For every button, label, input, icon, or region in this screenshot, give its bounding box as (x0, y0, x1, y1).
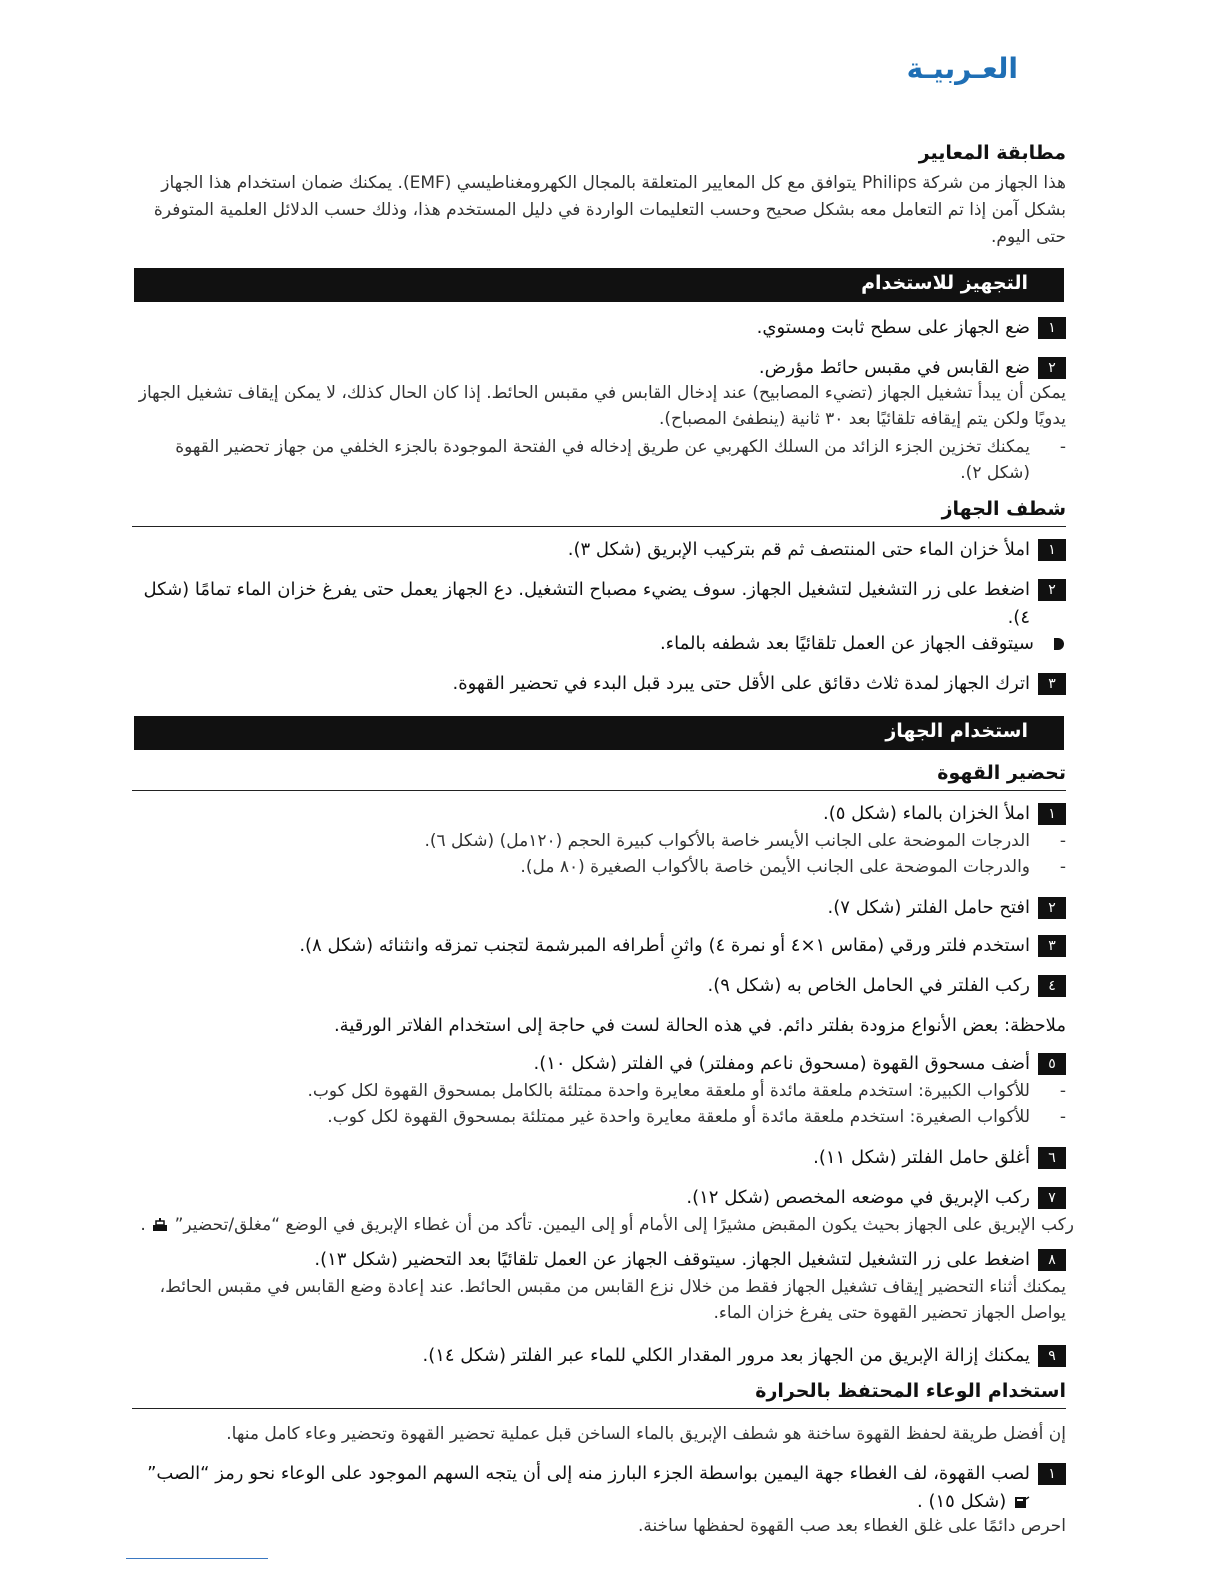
prep-step-2: ٢ ضع القابس في مقبس حائط مؤرض. (132, 354, 1066, 382)
flush-title: شطف الجهاز (941, 498, 1066, 520)
use-rule (132, 790, 1066, 791)
compliance-title: مطابقة المعايير (918, 142, 1066, 164)
use-step-4: ٤ ركب الفلتر في الحامل الخاص به (شكل ٩). (132, 972, 1066, 1000)
step-number: ٥ (1038, 1053, 1066, 1075)
use-step-2: ٢ افتح حامل الفلتر (شكل ٧). (132, 894, 1066, 922)
use-step-1: ١ املأ الخزان بالماء (شكل ٥). (132, 800, 1066, 828)
step-number: ١ (1038, 1463, 1066, 1485)
thermo-rule (132, 1408, 1066, 1409)
use-section-bar (134, 716, 1064, 750)
use-step-9: ٩ يمكنك إزالة الإبريق من الجهاز بعد مرور المقدار الكلي للماء عبر الفلتر (شكل ١٤). (132, 1342, 1066, 1370)
use-section-title: استخدام الجهاز (885, 720, 1028, 742)
prep-step-2-text: يمكن أن يبدأ تشغيل الجهاز (تضيء المصابيح) عند إدخال القابس في مقبس الحائط. إذا كان الحال كذلك، لا يمكن إيقاف تشغيل الجهاز يدويًا ولكن يتم إيقافه تلقائيًا بعد ٣٠ ثانية (ينطفئ المصباح). (138, 383, 1066, 429)
use-step-1-dash-2: - والدرجات الموضحة على الجانب الأيمن خاصة بالأكواب الصغيرة (٨٠ مل). (130, 854, 1030, 880)
language-label: العـربيـة (906, 52, 1018, 85)
step-number: ٤ (1038, 975, 1066, 997)
dash-marker: - (1059, 857, 1066, 877)
use-step-8-text: يمكنك أثناء التحضير إيقاف تشغيل الجهاز فقط من خلال نزع القابس من مقبس الحائط. عند إعادة وضع القابس في مقبس الحائط، يواصل الجهاز تحضير القهوة حتى يفرغ خزان الماء. (159, 1277, 1066, 1323)
dash-marker: - (1059, 1107, 1066, 1127)
thermo-title: استخدام الوعاء المحتفظ بالحرارة (755, 1380, 1066, 1402)
use-step-3: ٣ استخدم فلتر ورقي (مقاس ١×٤ أو نمرة ٤) واثنِ أطرافه المبرشمة لتجنب تمزقه وانثنائه (شكل ٨). (132, 932, 1066, 960)
use-step-7-text: ركب الإبريق على الجهاز بحيث يكون المقبض مشيرًا إلى الأمام أو إلى اليمين. تأكد من أن غطاء الإبريق في الوضع “مغلق/تحضير” . (140, 1215, 1074, 1235)
step-number: ٢ (1038, 897, 1066, 919)
use-step-6: ٦ أغلق حامل الفلتر (شكل ١١). (132, 1144, 1066, 1172)
thermo-step-1: ١ لصب القهوة، لف الغطاء جهة اليمين بواسطة الجزء البارز منه إلى أن يتجه السهم الموجود على الوعاء نحو رمز “الصب” (132, 1460, 1066, 1488)
footnote-rule (126, 1558, 268, 1559)
step-number: ٧ (1038, 1187, 1066, 1209)
use-step-1-dash-1: - الدرجات الموضحة على الجانب الأيسر خاصة بالأكواب كبيرة الحجم (١٢٠مل) (شكل ٦). (130, 828, 1030, 854)
flush-rule (132, 526, 1066, 527)
dash-marker: - (1059, 1081, 1066, 1101)
use-subtitle: تحضير القهوة (937, 762, 1066, 784)
step-number: ٨ (1038, 1249, 1066, 1271)
dash-marker: - (1059, 831, 1066, 851)
pour-icon (1012, 1495, 1030, 1509)
use-step-7: ٧ ركب الإبريق في موضعه المخصص (شكل ١٢). (132, 1184, 1066, 1212)
use-step-5: ٥ أضف مسحوق القهوة (مسحوق ناعم ومفلتر) في الفلتر (شكل ١٠). (132, 1050, 1066, 1078)
use-step-8: ٨ اضغط على زر التشغيل لتشغيل الجهاز. سيتوقف الجهاز عن العمل تلقائيًا بعد التحضير (شكل ١٣). (132, 1246, 1066, 1274)
prep-step-1: ١ ضع الجهاز على سطح ثابت ومستوي. (132, 314, 1066, 342)
step-number: ٢ (1038, 357, 1066, 379)
flush-bullet: سيتوقف الجهاز عن العمل تلقائيًا بعد شطفه بالماء. (134, 630, 1034, 658)
prep-section-title: التجهيز للاستخدام (861, 272, 1028, 294)
use-step-5-dash-2: - للأكواب الصغيرة: استخدم ملعقة مائدة أو ملعقة معايرة واحدة غير ممتلئة بمسحوق القهوة لكل كوب. (130, 1104, 1030, 1130)
flush-step-3: ٣ اترك الجهاز لمدة ثلاث دقائق على الأقل حتى يبرد قبل البدء في تحضير القهوة. (132, 670, 1066, 698)
prep-step-2-dash: - يمكنك تخزين الجزء الزائد من السلك الكهربي عن طريق إدخاله في الفتحة الموجودة بالجزء الخلفي من جهاز تحضير القهوة (شكل ٢). (130, 434, 1030, 486)
flush-step-1: ١ املأ خزان الماء حتى المنتصف ثم قم بتركيب الإبريق (شكل ٣). (132, 536, 1066, 564)
step-number: ١ (1038, 317, 1066, 339)
step-number: ٩ (1038, 1345, 1066, 1367)
kettle-lid-closed-icon (151, 1218, 169, 1232)
thermo-text: إن أفضل طريقة لحفظ القهوة ساخنة هو شطف الإبريق بالماء الساخن قبل عملية تحضير القهوة وتحضير وعاء كامل منها. (226, 1424, 1066, 1444)
step-number: ٢ (1038, 579, 1066, 601)
prep-section-bar (134, 268, 1064, 302)
step-number: ٣ (1038, 673, 1066, 695)
use-step-5-dash-1: - للأكواب الكبيرة: استخدم ملعقة مائدة أو ملعقة معايرة واحدة ممتلئة بالكامل بمسحوق القهوة لكل كوب. (130, 1078, 1030, 1104)
step-number: ١ (1038, 803, 1066, 825)
step-number: ٦ (1038, 1147, 1066, 1169)
use-note: ملاحظة: بعض الأنواع مزودة بفلتر دائم. في هذه الحالة لست في حاجة إلى استخدام الفلاتر الورقية. (333, 1015, 1066, 1036)
dash-marker: - (1059, 437, 1066, 457)
step-number: ١ (1038, 539, 1066, 561)
thermo-step-1-tail: (شكل ١٥) . (132, 1488, 1066, 1516)
bullet-icon (1054, 638, 1064, 650)
compliance-text: هذا الجهاز من شركة Philips يتوافق مع كل المعايير المتعلقة بالمجال الكهرومغناطيسي (EMF). يمكنك ضمان استخدام هذا الجهاز بشكل آمن إذا تم التعامل معه بشكل صحيح وحسب التعليمات الواردة في دليل المستخدم هذا، وذلك حسب الدلائل العلمية المتوفرة حتى اليوم. (153, 173, 1066, 247)
flush-step-2: ٢ اضغط على زر التشغيل لتشغيل الجهاز. سوف يضيء مصباح التشغيل. دع الجهاز يعمل حتى يفرغ خزان الماء تمامًا (شكل ٤). (132, 576, 1066, 632)
step-number: ٣ (1038, 935, 1066, 957)
thermo-tail: احرص دائمًا على غلق الغطاء بعد صب القهوة لحفظها ساخنة. (638, 1516, 1066, 1536)
